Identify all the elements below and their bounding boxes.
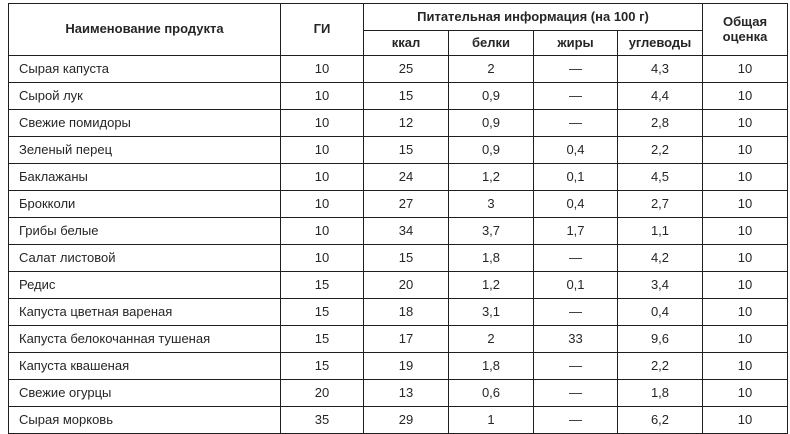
fat-cell: 0,4 bbox=[534, 137, 618, 164]
overall-cell: 10 bbox=[703, 56, 788, 83]
table-row bbox=[9, 83, 788, 110]
table-row bbox=[9, 110, 788, 137]
fat-cell: 0,4 bbox=[534, 191, 618, 218]
carbs-cell: 3,4 bbox=[618, 272, 703, 299]
protein-cell: 1,2 bbox=[449, 272, 534, 299]
table-row bbox=[9, 218, 788, 245]
overall-cell: 10 bbox=[703, 218, 788, 245]
table-row bbox=[9, 137, 788, 164]
table-row bbox=[9, 56, 788, 83]
table-row bbox=[9, 380, 788, 407]
kcal-cell: 15 bbox=[364, 83, 449, 110]
carbs-cell: 1,1 bbox=[618, 218, 703, 245]
carbs-cell: 0,4 bbox=[618, 299, 703, 326]
gi-cell: 10 bbox=[281, 83, 364, 110]
gi-column-header: ГИ bbox=[281, 4, 364, 56]
protein-cell: 3 bbox=[449, 191, 534, 218]
protein-cell: 0,9 bbox=[449, 83, 534, 110]
kcal-cell: 24 bbox=[364, 164, 449, 191]
fat-cell: 0,1 bbox=[534, 164, 618, 191]
overall-cell: 10 bbox=[703, 83, 788, 110]
table-row bbox=[9, 191, 788, 218]
fat-cell: — bbox=[534, 245, 618, 272]
protein-cell: 3,7 bbox=[449, 218, 534, 245]
overall-cell: 10 bbox=[703, 164, 788, 191]
carbs-cell: 9,6 bbox=[618, 326, 703, 353]
carbs-cell: 4,4 bbox=[618, 83, 703, 110]
kcal-cell: 12 bbox=[364, 110, 449, 137]
fat-cell: 33 bbox=[534, 326, 618, 353]
protein-cell: 3,1 bbox=[449, 299, 534, 326]
carbs-cell: 2,2 bbox=[618, 353, 703, 380]
carbs-cell: 2,7 bbox=[618, 191, 703, 218]
gi-cell: 15 bbox=[281, 353, 364, 380]
carbs-cell: 1,8 bbox=[618, 380, 703, 407]
carbs-cell: 2,8 bbox=[618, 110, 703, 137]
overall-cell: 10 bbox=[703, 353, 788, 380]
gi-cell: 10 bbox=[281, 56, 364, 83]
table-row bbox=[9, 299, 788, 326]
table-row bbox=[9, 326, 788, 353]
carbs-cell: 4,2 bbox=[618, 245, 703, 272]
gi-cell: 20 bbox=[281, 380, 364, 407]
product-cell: Сырая капуста bbox=[9, 56, 281, 83]
protein-cell: 2 bbox=[449, 326, 534, 353]
protein-cell: 0,9 bbox=[449, 137, 534, 164]
nutrition-table bbox=[8, 3, 788, 434]
carbs-cell: 2,2 bbox=[618, 137, 703, 164]
product-cell: Сырая морковь bbox=[9, 407, 281, 434]
gi-cell: 15 bbox=[281, 326, 364, 353]
overall-cell: 10 bbox=[703, 326, 788, 353]
protein-cell: 1,8 bbox=[449, 353, 534, 380]
protein-cell: 0,9 bbox=[449, 110, 534, 137]
kcal-cell: 17 bbox=[364, 326, 449, 353]
gi-cell: 15 bbox=[281, 272, 364, 299]
overall-cell: 10 bbox=[703, 191, 788, 218]
overall-cell: 10 bbox=[703, 137, 788, 164]
product-cell: Грибы белые bbox=[9, 218, 281, 245]
product-cell: Сырой лук bbox=[9, 83, 281, 110]
table-row bbox=[9, 407, 788, 434]
overall-cell: 10 bbox=[703, 299, 788, 326]
fat-cell: — bbox=[534, 299, 618, 326]
fat-cell: — bbox=[534, 353, 618, 380]
kcal-cell: 13 bbox=[364, 380, 449, 407]
overall-cell: 10 bbox=[703, 245, 788, 272]
fat-cell: 0,1 bbox=[534, 272, 618, 299]
fat-cell: — bbox=[534, 380, 618, 407]
nutrition-group-header: Питательная информация (на 100 г) bbox=[364, 4, 703, 31]
gi-cell: 10 bbox=[281, 191, 364, 218]
product-cell: Свежие огурцы bbox=[9, 380, 281, 407]
overall-cell: 10 bbox=[703, 272, 788, 299]
overall-cell: 10 bbox=[703, 380, 788, 407]
carbs-cell: 6,2 bbox=[618, 407, 703, 434]
fat-column-header: жиры bbox=[534, 31, 618, 56]
carbs-column-header: углеводы bbox=[618, 31, 703, 56]
product-cell: Брокколи bbox=[9, 191, 281, 218]
table-row bbox=[9, 272, 788, 299]
gi-cell: 10 bbox=[281, 164, 364, 191]
product-cell: Капуста цветная вареная bbox=[9, 299, 281, 326]
protein-column-header: белки bbox=[449, 31, 534, 56]
table-row bbox=[9, 164, 788, 191]
kcal-cell: 34 bbox=[364, 218, 449, 245]
fat-cell: — bbox=[534, 407, 618, 434]
product-cell: Капуста квашеная bbox=[9, 353, 281, 380]
carbs-cell: 4,5 bbox=[618, 164, 703, 191]
protein-cell: 2 bbox=[449, 56, 534, 83]
kcal-cell: 15 bbox=[364, 137, 449, 164]
protein-cell: 1 bbox=[449, 407, 534, 434]
gi-cell: 10 bbox=[281, 110, 364, 137]
overall-cell: 10 bbox=[703, 407, 788, 434]
kcal-cell: 20 bbox=[364, 272, 449, 299]
product-cell: Салат листовой bbox=[9, 245, 281, 272]
gi-cell: 10 bbox=[281, 137, 364, 164]
gi-cell: 10 bbox=[281, 245, 364, 272]
fat-cell: 1,7 bbox=[534, 218, 618, 245]
table-row bbox=[9, 353, 788, 380]
product-column-header: Наименование продукта bbox=[9, 4, 281, 56]
product-cell: Зеленый перец bbox=[9, 137, 281, 164]
product-cell: Баклажаны bbox=[9, 164, 281, 191]
kcal-cell: 19 bbox=[364, 353, 449, 380]
kcal-cell: 25 bbox=[364, 56, 449, 83]
carbs-cell: 4,3 bbox=[618, 56, 703, 83]
table-row bbox=[9, 245, 788, 272]
overall-cell: 10 bbox=[703, 110, 788, 137]
product-cell: Свежие помидоры bbox=[9, 110, 281, 137]
product-cell: Редис bbox=[9, 272, 281, 299]
protein-cell: 1,8 bbox=[449, 245, 534, 272]
kcal-cell: 29 bbox=[364, 407, 449, 434]
protein-cell: 0,6 bbox=[449, 380, 534, 407]
kcal-cell: 27 bbox=[364, 191, 449, 218]
gi-cell: 10 bbox=[281, 218, 364, 245]
fat-cell: — bbox=[534, 56, 618, 83]
gi-cell: 35 bbox=[281, 407, 364, 434]
kcal-cell: 15 bbox=[364, 245, 449, 272]
table-header bbox=[9, 4, 788, 56]
product-cell: Капуста белокочанная тушеная bbox=[9, 326, 281, 353]
overall-column-header: Общая оценка bbox=[703, 4, 788, 56]
protein-cell: 1,2 bbox=[449, 164, 534, 191]
fat-cell: — bbox=[534, 83, 618, 110]
kcal-cell: 18 bbox=[364, 299, 449, 326]
table-body bbox=[9, 56, 788, 434]
kcal-column-header: ккал bbox=[364, 31, 449, 56]
gi-cell: 15 bbox=[281, 299, 364, 326]
fat-cell: — bbox=[534, 110, 618, 137]
